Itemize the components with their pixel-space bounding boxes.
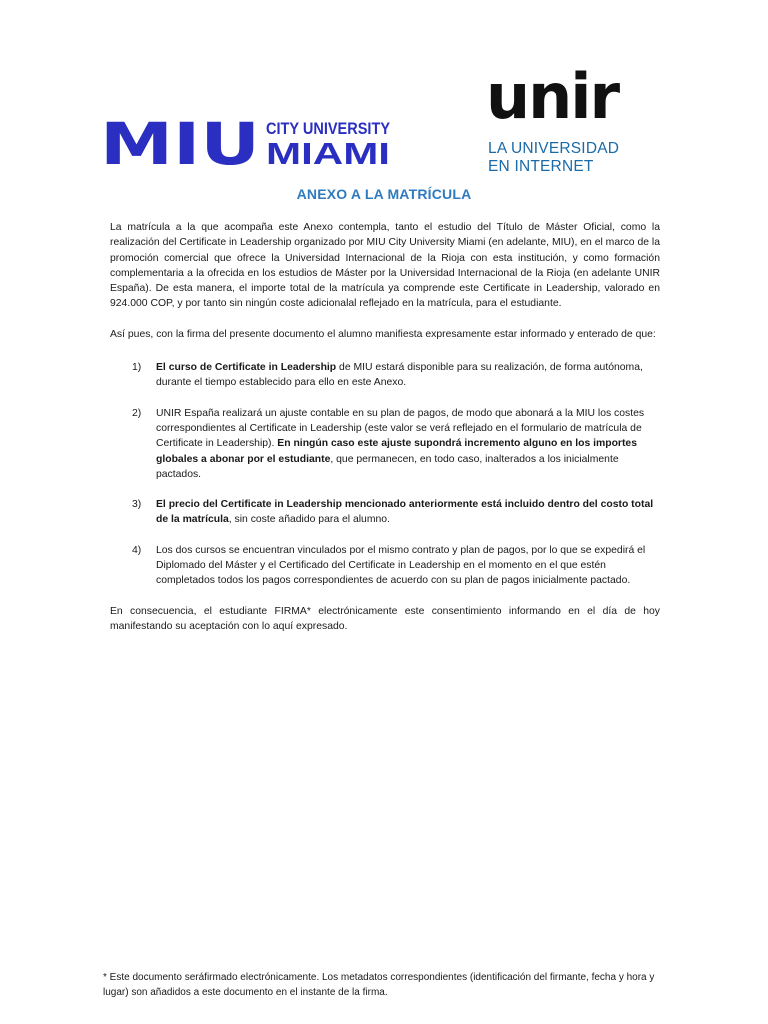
closing-paragraph: En consecuencia, el estudiante FIRMA* electrónicamente este consentimiento informando en el día de hoy manifestando su aceptación con lo aquí expresado. (110, 605, 660, 632)
document-title: ANEXO A LA MATRÍCULA (296, 186, 472, 202)
miu-logo-line2: MIAMI (266, 136, 390, 171)
list-item-bold: El precio del Certificate in Leadership mencionado anteriormente está incluido dentro del costo total de la matrícula (156, 499, 654, 526)
unir-tagline-line2: EN INTERNET (488, 158, 594, 175)
conditions-list (110, 360, 660, 589)
miu-logo-mark: MIU (100, 110, 260, 178)
list-item-text: UNIR España realizará un ajuste contable en su plan de pagos, de modo que abonará a la MIU los costes correspondientes al Certificate in Leadership (este valor se verá reflejado en el formulario de matrícula de Certificate in Leadership). (156, 407, 645, 450)
unir-logo-word: unir (486, 60, 619, 133)
header-logos (0, 0, 768, 185)
unir-logo (486, 60, 666, 180)
miu-logo-line1: CITY UNIVERSITY (266, 119, 391, 138)
list-item (110, 360, 660, 391)
list-item-text: , sin coste añadido para el alumno. (228, 514, 390, 526)
list-item-text: Los dos cursos se encuentran vinculados por el mismo contrato y plan de pagos, por lo que se expedirá el Diplomado del Máster y el Certificado del Certificate in Leadership en el momento en el que estén completados todos los pagos correspondientes de acuerdo con su plan de pagos inicialmente pactado. (156, 544, 646, 587)
document-body (110, 220, 660, 634)
list-item-number: 4) (132, 544, 142, 556)
unir-logo-tagline (488, 140, 619, 176)
unir-tagline-line1: LA UNIVERSIDAD (488, 140, 620, 157)
list-item (110, 543, 660, 589)
list-item-text: de MIU estará disponible para su realización, de forma autónoma, durante el tiempo establecido para ello en este Anexo. (156, 362, 643, 389)
lead-paragraph: Así pues, con la firma del presente documento el alumno manifiesta expresamente estar informado y enterado de que: (110, 328, 656, 340)
miu-city-university-miami-logo (100, 110, 392, 178)
list-item (110, 497, 660, 528)
list-item-number: 1) (132, 362, 142, 374)
list-item-bold: El curso de Certificate in Leadership (156, 362, 337, 374)
list-item-number: 2) (132, 407, 142, 419)
signature-footnote: * Este documento seráfirmado electrónicamente. Los metadatos correspondientes (identificación del firmante, fecha y hora y lugar) son añadidos a este documento en el instante de la firma. (103, 972, 655, 998)
list-item-bold: En ningún caso este ajuste supondrá incremento alguno en los importes globales a abonar por el estudiante (156, 438, 637, 465)
list-item-text: , que permanecen, en todo caso, inalterados a los inicialmente pactados. (156, 453, 619, 480)
list-item (110, 406, 660, 482)
intro-paragraph: La matrícula a la que acompaña este Anexo contempla, tanto el estudio del Título de Máster Oficial, como la realización del Certificate in Leadership organizado por MIU City University Miami (en adelante, MIU), en el marco de la promoción comercial que ofrece la Universidad Internacional de la Rioja con esta institución, y como formación complementaria a la ofrecida en los estudios de Máster por la Universidad Internacional de la Rioja (en adelante UNIR España). De esta manera, el importe total de la matrícula ya comprende este Certificate in Leadership, valorado en 924.000 COP, y por tanto sin ningún coste adicionalal reflejado en la matrícula, para el estudiante. (110, 222, 660, 310)
list-item-number: 3) (132, 499, 142, 511)
